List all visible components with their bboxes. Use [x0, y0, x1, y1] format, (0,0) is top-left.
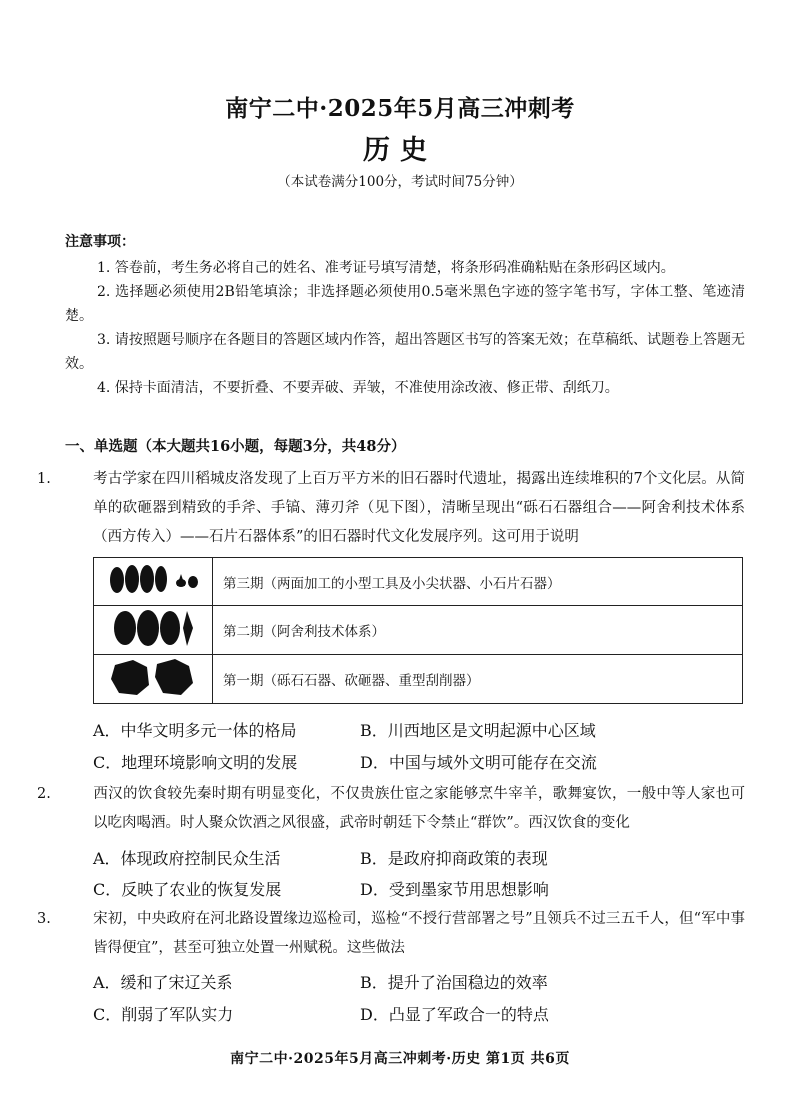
notice-item: 2. 选择题必须使用2B铅笔填涂；非选择题必须使用0.5毫米黑色字迹的签字笔书写，字体工整、笔迹清楚。 [65, 284, 745, 324]
section-heading: 一、单选题（本大题共16小题，每题3分，共48分） [65, 438, 406, 455]
question-stem: 宋初，中央政府在河北路设置缘边巡检司，巡检“不授行营部署之号”且领兵不过三五千人，但“军中事皆得便宜”，甚至可独立处置一州赋税。这些做法 [93, 911, 745, 956]
notice-heading: 注意事项： [65, 234, 135, 250]
question-number: 1. [37, 471, 51, 487]
exam-note: （本试卷满分100分，考试时间75分钟） [277, 174, 523, 190]
stone-tools-phase2-image [94, 606, 213, 655]
stone-tools-phase2-icon [103, 606, 203, 650]
question-1-option-a[interactable]: A．中华文明多元一体的格局 [93, 721, 297, 740]
table-row [94, 606, 743, 655]
stone-tools-phase1-icon [103, 655, 203, 699]
question-2-option-a[interactable]: A．体现政府控制民众生活 [93, 849, 281, 868]
question-stem: 考古学家在四川稻城皮洛发现了上百万平方米的旧石器时代遗址，揭露出连续堆积的7个文化层。从简单的砍砸器到精致的手斧、手镐、薄刃斧（见下图），清晰呈现出“砾石石器组合——阿舍利技术体系（西方传入）——石片石器体系”的旧石器时代文化发展序列。这可用于说明 [93, 471, 745, 545]
phase3-label: 第三期（两面加工的小型工具及小尖状器、小石片石器） [213, 558, 743, 606]
question-stem: 西汉的饮食较先秦时期有明显变化，不仅贵族仕宦之家能够烹牛宰羊，歌舞宴饮，一般中等人家也可以吃肉喝酒。时人聚众饮酒之风很盛，武帝时朝廷下令禁止“群饮”。西汉饮食的变化 [93, 786, 745, 831]
table-row [94, 558, 743, 606]
notice-item: 1. 答卷前，考生务必将自己的姓名、准考证号填写清楚，将条形码准确粘贴在条形码区域内。 [97, 260, 675, 276]
question-2-option-d[interactable]: D．受到墨家节用思想影响 [360, 880, 549, 899]
question-1-option-d[interactable]: D．中国与域外文明可能存在交流 [360, 753, 597, 772]
question-3-option-d[interactable]: D．凸显了军政合一的特点 [360, 1005, 549, 1024]
question-number: 3. [37, 911, 51, 927]
phase2-label: 第二期（阿舍利技术体系） [213, 606, 743, 655]
stone-tool-table [93, 557, 743, 704]
stone-tools-phase1-image [94, 655, 213, 704]
question-2 [37, 780, 745, 838]
exam-subject: 历史 [363, 135, 437, 166]
question-1-option-c[interactable]: C．地理环境影响文明的发展 [93, 753, 298, 772]
phase1-label: 第一期（砾石石器、砍砸器、重型刮削器） [213, 655, 743, 704]
stone-tools-phase3-icon [103, 560, 203, 600]
question-2-option-b[interactable]: B．是政府抑商政策的表现 [360, 849, 548, 868]
stone-tools-phase3-image [94, 558, 213, 606]
question-3-option-c[interactable]: C．削弱了军队实力 [93, 1005, 234, 1024]
question-1 [37, 465, 745, 552]
page-footer: 南宁二中·2025年5月高三冲刺考·历史 第1页 共6页 [230, 1051, 570, 1067]
question-3 [37, 905, 745, 963]
question-3-option-a[interactable]: A．缓和了宋辽关系 [93, 973, 233, 992]
question-number: 2. [37, 786, 51, 802]
question-1-option-b[interactable]: B．川西地区是文明起源中心区域 [360, 721, 596, 740]
table-row [94, 655, 743, 704]
notice-item: 4. 保持卡面清洁，不要折叠、不要弄破、弄皱，不准使用涂改液、修正带、刮纸刀。 [97, 380, 619, 396]
notice-item: 3. 请按照题号顺序在各题目的答题区域内作答，超出答题区书写的答案无效；在草稿纸、试题卷上答题无效。 [65, 332, 745, 372]
exam-title: 南宁二中·2025年5月高三冲刺考 [225, 95, 575, 122]
question-2-option-c[interactable]: C．反映了农业的恢复发展 [93, 880, 282, 899]
question-3-option-b[interactable]: B．提升了治国稳边的效率 [360, 973, 548, 992]
notice-list [65, 256, 745, 400]
